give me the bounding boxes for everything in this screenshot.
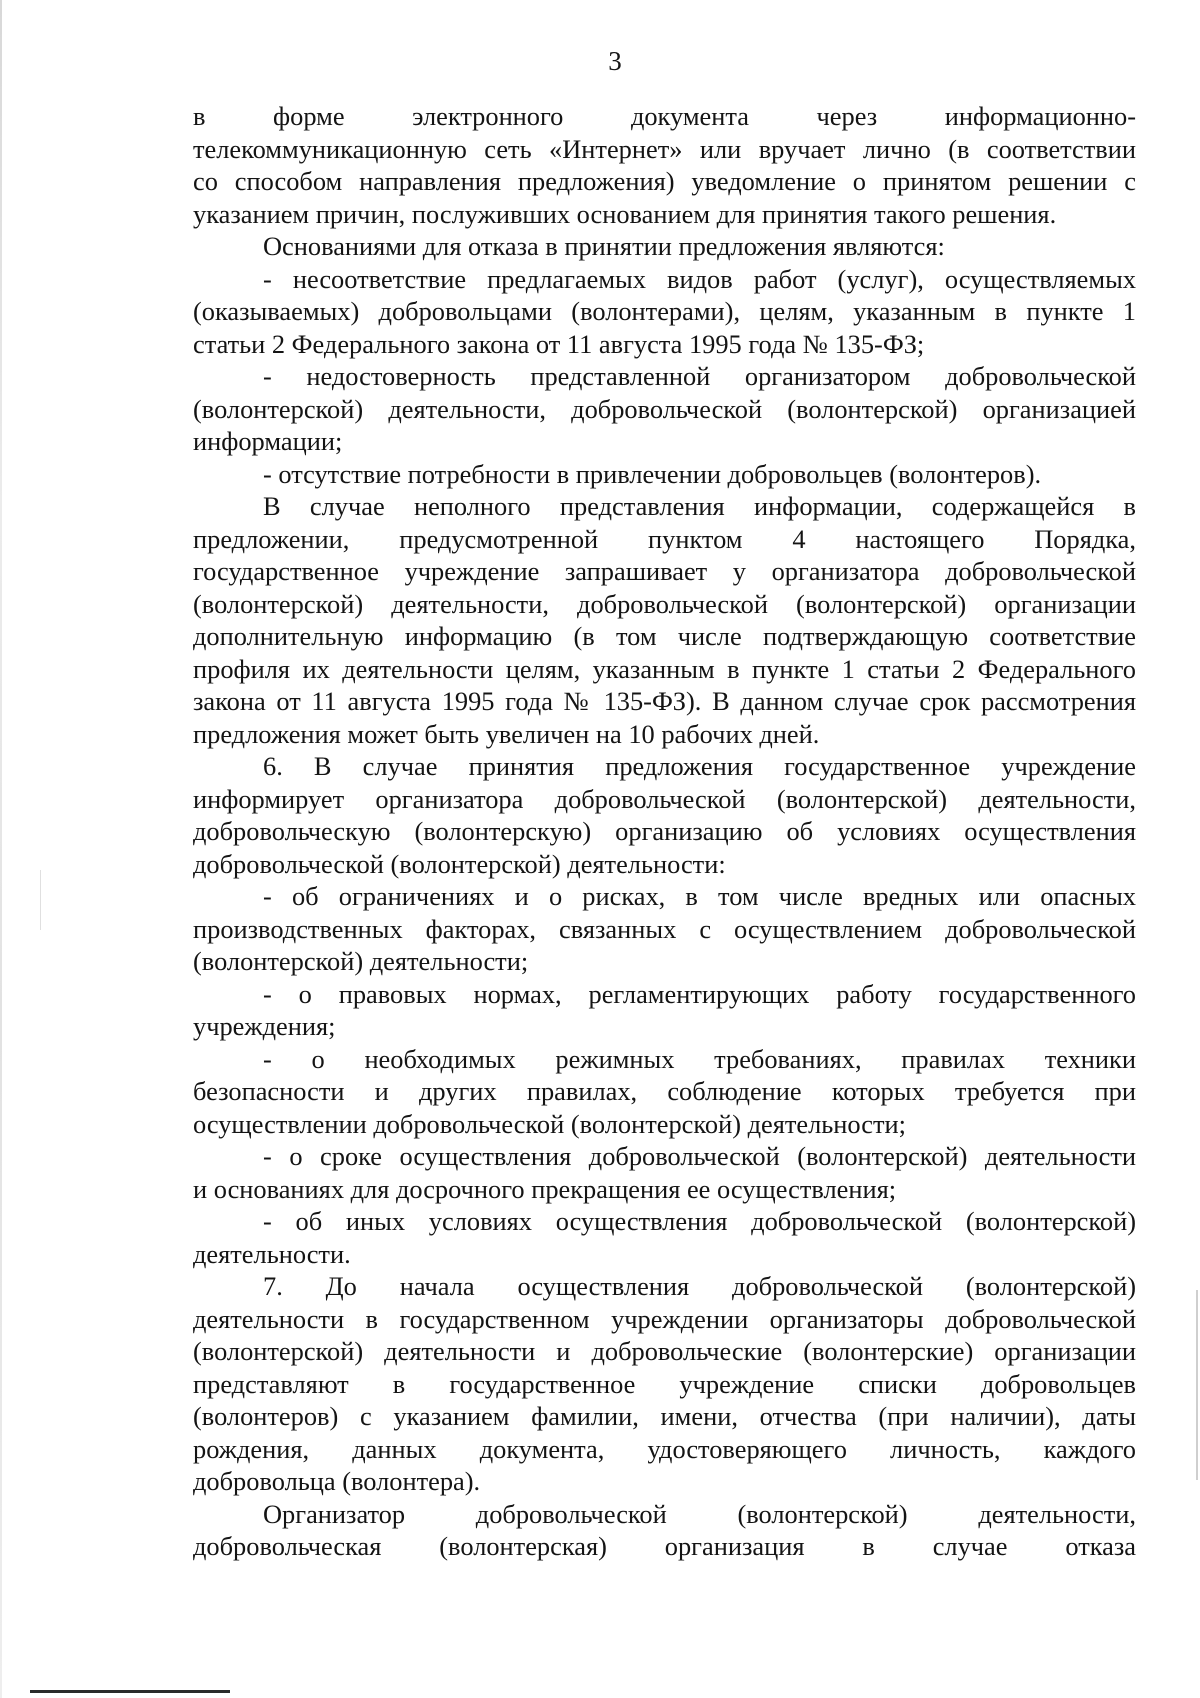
text-line: телекоммуникационную сеть «Интернет» или вручает лично (в соответствии: [193, 133, 1136, 164]
text-line: статьи 2 Федерального закона от 11 августа 1995 года № 135-ФЗ;: [193, 328, 925, 359]
document-body: [193, 100, 1136, 1563]
text-line: - об иных условиях осуществления добровольческой (волонтерской): [263, 1206, 1136, 1236]
text-line: представляют в государственное учреждение списки добровольцев: [193, 1368, 1136, 1399]
text-line: рождения, данных документа, удостоверяющего личность, каждого: [193, 1433, 1136, 1464]
scan-mark-left: [40, 870, 41, 930]
text-line: информации;: [193, 426, 343, 456]
text-line: деятельности.: [193, 1238, 351, 1269]
text-line: добровольческая (волонтерская) организация в случае отказа: [193, 1531, 1136, 1561]
text-line: закона от 11 августа 1995 года № 135-ФЗ). В данном случае срок рассмотрения: [193, 686, 1136, 716]
text-line: - о необходимых режимных требованиях, правилах техники: [263, 1043, 1136, 1074]
text-line: государственное учреждение запрашивает у организатора добровольческой: [193, 556, 1136, 586]
bottom-rule: [30, 1690, 230, 1693]
text-line: (волонтерской) деятельности, добровольческой (волонтерской) организации: [193, 588, 1136, 619]
page-number: 3: [608, 46, 622, 76]
text-line: производственных факторах, связанных с осуществлением добровольческой: [193, 913, 1136, 944]
text-line: указанием причин, послуживших основанием для принятия такого решения.: [193, 198, 1057, 229]
scan-mark-right: [1196, 1290, 1198, 1480]
text-line: и основаниях для досрочного прекращения ее осуществления;: [193, 1173, 897, 1204]
text-line: профиля их деятельности целям, указанным в пункте 1 статьи 2 Федерального: [193, 653, 1136, 684]
text-line: 6. В случае принятия предложения государственное учреждение: [263, 751, 1136, 781]
text-line: (оказываемых) добровольцами (волонтерами), целям, указанным в пункте 1: [193, 296, 1136, 326]
text-line: деятельности в государственном учреждении организаторы добровольческой: [193, 1303, 1136, 1334]
text-line: предложения может быть увеличен на 10 рабочих дней.: [193, 718, 820, 749]
text-line: в форме электронного документа через информационно-: [193, 101, 1136, 131]
text-line: осуществлении добровольческой (волонтерской) деятельности;: [193, 1108, 906, 1139]
text-line: предложении, предусмотренной пунктом 4 настоящего Порядка,: [193, 523, 1136, 554]
text-line: - о сроке осуществления добровольческой (волонтерской) деятельности: [263, 1141, 1136, 1171]
text-line: со способом направления предложения) уведомление о принятом решении с: [193, 166, 1136, 196]
text-line: Организатор добровольческой (волонтерской) деятельности,: [263, 1498, 1136, 1529]
text-line: добровольческую (волонтерскую) организацию об условиях осуществления: [193, 816, 1136, 846]
text-line: - о правовых нормах, регламентирующих работу государственного: [263, 978, 1136, 1009]
text-line: информирует организатора добровольческой (волонтерской) деятельности,: [193, 783, 1136, 814]
text-line: - несоответствие предлагаемых видов работ (услуг), осуществляемых: [263, 263, 1136, 294]
text-line: - об ограничениях и о рисках, в том числе вредных или опасных: [263, 881, 1136, 911]
text-line: (волонтерской) деятельности, добровольческой (волонтерской) организацией: [193, 393, 1136, 424]
text-line: Основаниями для отказа в принятии предложения являются:: [263, 231, 945, 261]
text-line: (волонтерской) деятельности;: [193, 946, 529, 976]
text-line: 7. До начала осуществления добровольческой (волонтерской): [263, 1271, 1136, 1301]
text-line: учреждения;: [193, 1011, 336, 1041]
text-line: - недостоверность представленной организатором добровольческой: [263, 361, 1136, 391]
text-line: - отсутствие потребности в привлечении добровольцев (волонтеров).: [263, 458, 1042, 489]
text-line: (волонтеров) с указанием фамилии, имени, отчества (при наличии), даты: [193, 1401, 1136, 1431]
text-line: В случае неполного представления информации, содержащейся в: [263, 491, 1136, 521]
text-line: безопасности и других правилах, соблюдение которых требуется при: [193, 1076, 1136, 1106]
text-line: добровольца (волонтера).: [193, 1466, 481, 1496]
text-line: (волонтерской) деятельности и добровольческие (волонтерские) организации: [193, 1336, 1136, 1366]
scan-edge-left: [0, 0, 2, 1698]
text-line: дополнительную информацию (в том числе подтверждающую соответствие: [193, 621, 1136, 651]
text-line: добровольческой (волонтерской) деятельности:: [193, 848, 726, 879]
